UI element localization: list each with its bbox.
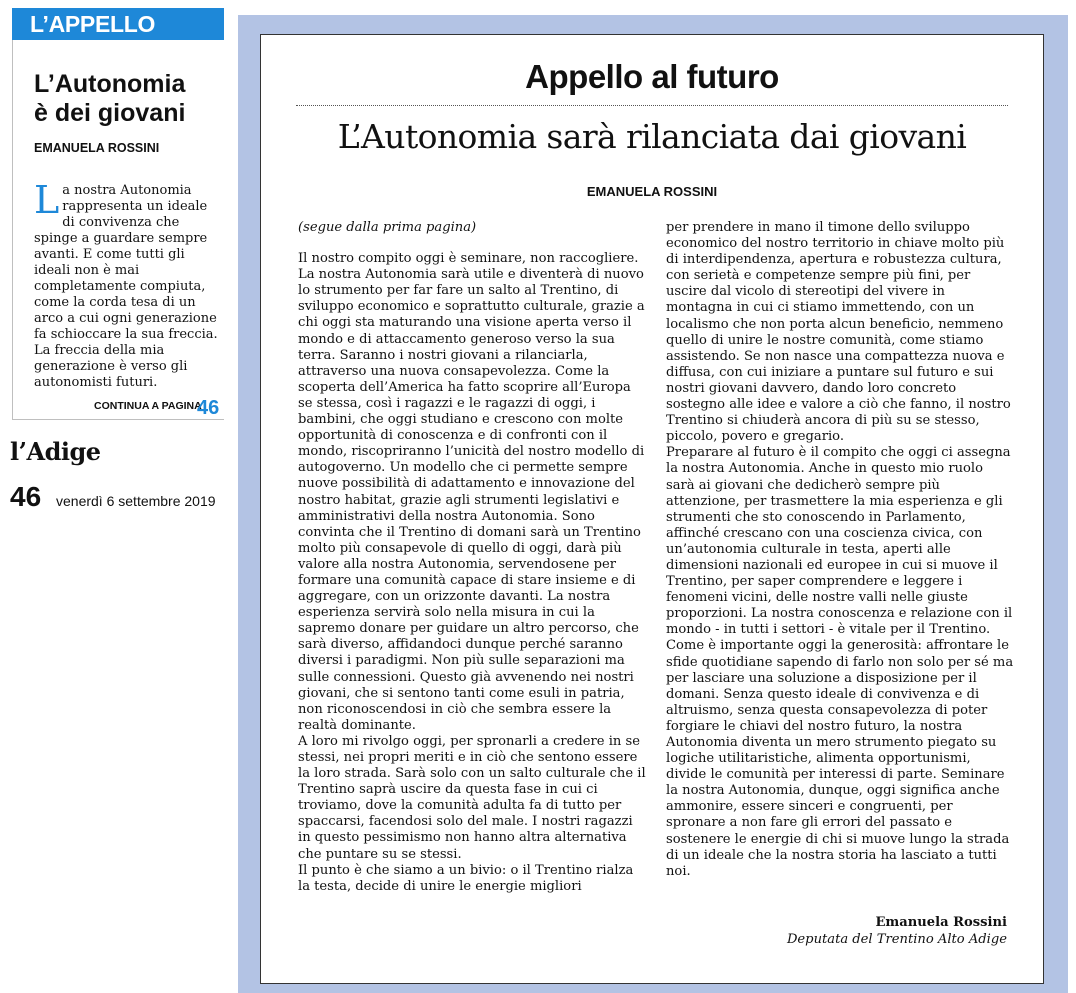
teaser-title-line-2: è dei giovani	[34, 99, 186, 127]
teaser-text	[34, 178, 222, 391]
teaser-author: EMANUELA ROSSINI	[34, 141, 160, 155]
continue-page-number[interactable]: 46	[197, 397, 220, 419]
paragraph: Preparare al futuro è il compito che oggi ci assegna la nostra Autonomia. Anche in questo mio ruolo sarà ai giovani che dedicherò sempre più attenzione, per trasmettere la mia esperienza e gli strumenti che sto conoscendo in Parlamento, affinché crescano con una coscienza civica, con un’autonomia culturale in testa, aperti alle dimensioni nazionali ed europee in cui si muove il Trentino, per saper comprendere e leggere i fenomeni vicini, delle nostre valli nelle giuste proporzioni. La nostra conoscenza e relazione con il mondo - in tutti i settori - è vitale per il Trentino. Come è importante oggi la generosità: affrontare le sfide quotidiane sapendo di farlo non solo per sé ma per lasciare una soluzione a disposizione per il domani. Senza questo ideale di convivenza e di altruismo, senza questa consapevolezza di poter forgiare le chiavi del nostro futuro, la nostra Autonomia diventa un mero strumento piegato su logiche utilitaristiche, alimenta opportunismi, divide le comunità per interessi di parte. Seminare la nostra Autonomia, dunque, oggi significa anche ammonire, essere sinceri e congruenti, per spronare a non fare gli errori del passato e sostenere le energie di chi si muove lungo la strada di un ideale che la nostra storia ha lasciato a tutti noi.	[666, 445, 1014, 879]
article-column-1	[298, 220, 646, 895]
paragraph: Il nostro compito oggi è seminare, non raccogliere. La nostra Autonomia sarà utile e diventerà di nuovo lo strumento per far fare un salto al Trentino, di sviluppo economico e soprattutto culturale, grazie a chi oggi sta maturando una visione aperta verso il mondo e di attaccamento generoso verso la sua terra. Saranno i nostri giovani a rilanciarla, attraverso una nuova consapevolezza. Come la scoperta dell’America ha fatto scoprire all’Europa se stessa, così i ragazzi e le ragazzi di oggi, i bambini, che oggi studiano e crescono con molte opportunità di conoscenza e di confronti con il mondo, riscopriranno l’unicità del nostro modello di autogoverno. Un modello che ci permette sempre nuove possibilità di adattamento e innovazione del nostro habitat, grazie agli strumenti legislativi e amministrativi della nostra Autonomia. Sono convinta che il Trentino di domani sarà un Trentino molto più consapevole di quello di oggi, darà più valore alla nostra Autonomia, servendosene per formare una comunità capace di stare insieme e di aggregare, con un orizzonte davanti. La nostra esperienza servirà solo nella misura in cui la sapremo donare per guidare un altro percorso, che sarà diverso, affidandoci dunque perché saranno diversi i paradigmi. Non più sulle separazioni ma sulle connessioni. Questo già avvenendo nei nostri giovani, che si sentono tanti come esuli in patria, non riconoscendosi in ciò che sembra essere la realtà dominante.	[298, 251, 645, 733]
teaser-title-line-1: L’Autonomia	[34, 70, 186, 98]
page-number: 46	[10, 481, 42, 512]
section-tag: L’APPELLO	[12, 8, 224, 40]
signature	[666, 914, 1007, 948]
article-column-2	[666, 220, 1014, 880]
paragraph: per prendere in mano il timone dello sviluppo economico del nostro territorio in chiave molto più di interdipendenza, apertura e robustezza cultura, con serietà e competenze sempre più fini, per uscire dal vicolo di stereotipi del vivere in montagna in cui ci stiamo immettendo, con un localismo che non porta alcun beneficio, nemmeno quello di unire le nostre comunità, come stiamo assistendo. Se non nasce una compattezza nuova e diffusa, con cui iniziare a puntare sul futuro e sui nostri giovani davvero, dando loro concreto sostegno alle idee e valore a ciò che fanno, il nostro Trentino si chiuderà ancora di più su se stesso, piccolo, povero e gregario.	[666, 220, 1011, 445]
article-byline: EMANUELA ROSSINI	[586, 184, 718, 199]
page-date: venerdì 6 settembre 2019	[56, 493, 216, 509]
segue-note: (segue dalla prima pagina)	[298, 220, 477, 235]
drop-cap: L	[34, 178, 60, 222]
signature-name: Emanuela Rossini	[875, 915, 1007, 930]
newspaper-masthead: l’Adige	[10, 437, 101, 466]
dotted-divider	[296, 105, 1008, 106]
signature-role: Deputata del Trentino Alto Adige	[786, 932, 1007, 947]
paragraph: A loro mi rivolgo oggi, per spronarli a credere in se stessi, nei propri meriti e in ciò che sentono essere la loro strada. Sarà solo con un salto culturale che il Trentino saprà uscire da questa fase in cui ci troviamo, dove la comunità adulta fa di tutto per spaccarsi, facendosi solo del male. I nostri ragazzi in questo pessimismo non hanno altra alternativa che puntare su se stessi.	[298, 733, 646, 862]
continue-label[interactable]: CONTINUA A PAGINA	[94, 400, 202, 412]
teaser-body: a nostra Autonomia rappresenta un ideale di convivenza che spinge a guardare sempre avanti. E come tutti gli ideali non è mai completamente compiuta, come la corda tesa di un arco a cui ogni generazione fa schioccare la sua freccia. La freccia della mia generazione è verso gli autonomisti futuri.	[34, 183, 218, 390]
article-headline: L’Autonomia sarà rilanciata dai giovani	[337, 117, 967, 156]
teaser-title[interactable]	[34, 70, 222, 128]
paragraph: Il punto è che siamo a un bivio: o il Trentino rialza la testa, decide di unire le energie migliori	[298, 862, 634, 894]
article-kicker: Appello al futuro	[525, 58, 779, 95]
